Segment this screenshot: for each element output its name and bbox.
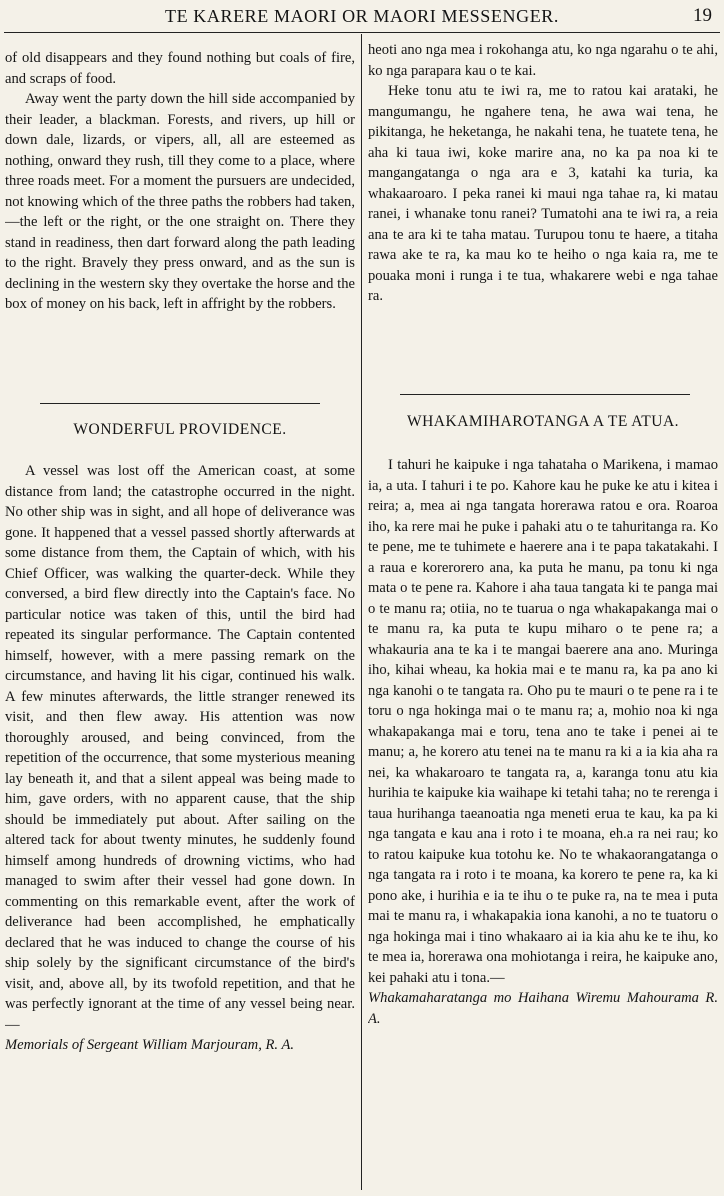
right-article-body: I tahuri he kaipuke i nga tahataha o Marikena, i mamao ia, a uta. I tahuri i te po. Kahore kau he puke ke atu i kitea i reira; a, mea ai nga tangata horerawa ratou e ora. Roaroa iho, ka rere mai he puke i pahaki atu o te tahuritanga ra. Ko te pene, me te tuhimete e haerere ana i te papa takatakahi. I a raua e korerorero ana, ka puta he manu, pa tonu ki nga mata o te pene ra. Kahore i aha taua tangata ki te panga mai o te manu ra; otiia, no te tuarua o nga whakapakanga mai o te manu ra, ka puta te kupu miharo o te pene ra; a whakauria ana te ka i te mangai baerere ana ano. Muringa iho, kihai wheau, ka hokia mai e te manu ra, ka pa ano ki nga kanohi o te tangata ra. Oho pu te mauri o te pene ra i te toru o nga hokinga mai o te manu ra; a, mohio noa ki nga whakapakanga mai e toru, tena ano te take i penei ai te manu; a, he korero atu tenei na te manu ra ki a ia kia aha ra nei, ka whakaroaro te tangata ra, a, karanga tonu atu kia hurihia te kaipuke kia waihape ki tetahi taha; no te rerenga i taua hurihanga taeanoatia nga meneti erua te kau, ka pa ki nga tangata e kau ana i roto i te moana, eh.a ra nei rau; ko to ratou kaipuke kua totohu ke. No te whakaorangatanga o nga tangata ra i roto i te moana, ka korero te pene ra, ka ki pono ake, i hurihia e ia te ihu o te puke ra, na te mea i puta mai te manu ra, i whakapakia iona kanohi, a no te tuatoru o nga hokinga mai i tino whakaaro ai ia kia ahu ke te ihu, ko te mea ia, horerawa ona mohiotanga i reira, he kaipuke ano, kei pahaki atu i tona.— [368,457,718,986]
left-article-heading: WONDERFUL PROVIDENCE. [73,421,287,438]
right-column-article [368,455,718,1181]
right-column-intro [368,40,718,374]
left-intro-paragraph-1: of old disappears and they found nothing but coals of fire, and scraps of food. [5,50,355,87]
left-section-rule [40,403,320,404]
header-rule [4,32,720,33]
right-article-signature: Whakamaharatanga mo Haihana Wiremu Mahourama R. A. [368,990,718,1027]
column-divider [361,34,362,1190]
masthead-title: TE KARERE MAORI OR MAORI MESSENGER. [164,6,560,26]
right-intro-paragraph-2: Heke tonu atu te iwi ra, me to ratou kai arataki, he mangumangu, he ngahere tena, he awa wai tena, he pikitanga, he heketanga, he nakahi tena, he tuatete tena, he aha ki taua iwi, koke marire ana, no ka pa noa ki te mangangatanga o nga ara e 3, katahi ka turia, ka whakaaroaro. I peka ranei ki maui nga tahae ra, ki matau ranei, i whanake tonu ranei? Tumatohi ana te iwi ra, a reia ana te ara ki te taha matau. Turupou tonu te haere, a titaha rawa ake te ra, ka mau ko te heiho o nga kaia ra, me te pouaka moni i runga i te tua, whakarere webi e nga tahae ra. [368,83,718,304]
left-column-intro [5,48,355,392]
right-section-rule [400,394,690,395]
left-article-signature: Memorials of Sergeant William Marjouram, R. A. [5,1037,295,1053]
left-column-article [5,461,355,1187]
right-article-heading: WHAKAMIHAROTANGA A TE ATUA. [406,413,680,430]
left-intro-paragraph-2: Away went the party down the hill side accompanied by their leader, a blackman. Forests, and rivers, up hill or down dale, lizards, or vipers, all, all are esteemed as nothing, onward they rush, till they come to a place, where three roads meet. For a moment the pursuers are undecided, not knowing which of the three paths the robbers had taken,—the left or the right, or the one straight on. There they stand in readiness, then dart forward along the path leading to the right. Bravely they press onward, and as the sun is declining in the western sky they overtake the horse and the box of money on his back, left in affright by the robbers. [5,91,355,312]
page-number: 19 [693,5,712,26]
page-header [0,4,724,30]
left-article-body: A vessel was lost off the American coast, at some distance from land; the catastrophe occurred in the night. No other ship was in sight, and all hope of deliverance was gone. It happened that a vessel passed shortly afterwards at some distance from them, the Captain of which, with his Chief Officer, was walking the quarter-deck. While they conversed, a bird flew directly into the Captain's face. No particular notice was taken of this, until the bird had repeated its singular performance. The Captain contented himself, however, with a mere passing remark on the circumstance, and having lit his cigar, continued his walk. A few minutes afterwards, the little stranger renewed its visit, and then flew away. His attention was now thoroughly aroused, and being convinced, from the repetition of the occurrence, that some mysterious meaning lay beneath it, and that a silent appeal was being made to him, gave orders, with no apparent cause, that the ship should be immediately put about. After sailing on the altered tack for about twenty minutes, he suddenly found himself among hundreds of drowning victims, who had managed to swim after their vessel had gone down. In commenting on this remarkable event, after the work of deliverance had been accomplished, he emphatically declared that he was induced to change the course of his ship solely by the significant circumstance of the bird's visit, and, above all, by its twofold repetition, and that he was perfectly ignorant at the time of any vessel being near.— [5,463,355,1033]
right-intro-paragraph-1: heoti ano nga mea i rokohanga atu, ko nga ngarahu o te ahi, ko nga parapara kau o te kai. [368,42,718,79]
